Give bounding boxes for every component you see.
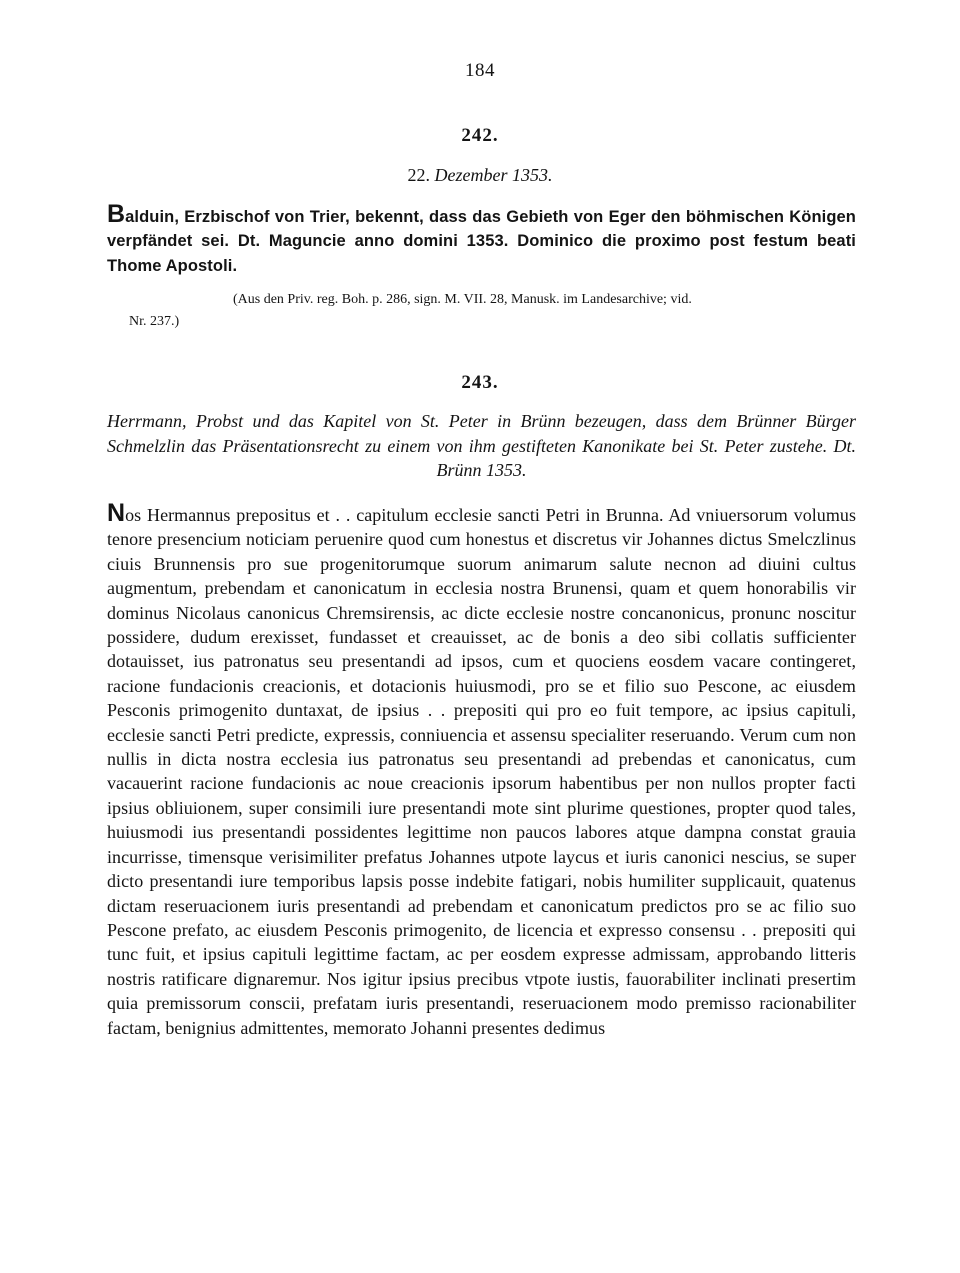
initial-letter: N [107, 499, 126, 527]
body-text: alduin, Erzbischof von Trier, bekennt, dass das Gebieth von Eger den böhmischen Königen verpfändet sei. Dt. Maguncie anno domini 1353. Dominico die proximo post festum beati Thome Apostoli. [107, 208, 856, 275]
document-number-243: 243. [461, 372, 499, 393]
document-body-242 [107, 200, 856, 278]
body-text: os Hermannus prepositus et . . capitulum ecclesie sancti Petri in Brunna. Ad vniuersorum volumus tenore presencium noticiam peruenire quod cum honestus et discretus vir Johannes dictus Smelczlinus ciuis Brunnensis pro sue progenitorumque suorum animarum salute necnon ad diuini cultus augmentum, prebendam et canonicatum in ecclesia nostra Brunensi, quam et quem honorabilis vir dominus Nicolaus canonicus Chremsirensis, ac dicte ecclesie nostre concanonicus, pronunc noscitur possidere, dudum erexisset, fundasset et creauisset, ac de bonis a deo sibi collatis sufficienter dotauisset, ius patronatus seu presentandi ad ipsos, cum et quociens eosdem vacare contingeret, racione fundacionis creacionis, et dotacionis huiusmodi, pro se et filio suo Pescone, ac eiusdem Pesconis primogenito duntaxat, de ipsius . . prepositi qui pro eo fuit tempore, ac ipsius capituli, ecclesie sancti Petri predicte, expressis, conniuencia et assensu specialiter reseruando. Verum cum non nullis in dicta nostra ecclesia ius patronatus seu presentandi ad prebendas et canonicatus, cum vacauerint racione fundacionis ac noue creacionis ipsorum habentibus per non nullos propter facti ipsius obliuionem, super consimili iure presentandi mote sint plurime questiones, propter quod tales, huiusmodi ius presentandi possidentes legittime non paucos labores atque dampna constat grauia incurrisse, timensque verisimiliter prefatus Johannes utpote laycus et iuris canonici nescius, se super dicto presentandi iure temporibus lapsis posse indebite fatigari, nobis humiliter supplicauit, quatenus dictam reseruacionem iuris presentandi ad prebendam et canonicatum predictos pro se ac filio suo Pescone prefato, ac eiusdem Pesconis primogenito, de licencia et expresso consensu . . prepositi qui tunc fuit, et ipsius capituli legittime factam, ac per eosdem expresse admissam, approbando litteris nostris ratificare dignaremur. Nos igitur ipsius precibus vtpote iustis, fauorabiliter inclinati presertim quia premissorum conscii, prefatam iuris presentandi, reseruacionem modo premisso racionabiliter factam, benignius admittentes, memorato Johanni presentes dedimus [107, 505, 856, 1038]
document-date-242 [0, 165, 960, 186]
date-year: 1353. [511, 165, 553, 185]
source-note-line-2: Nr. 237.) [129, 314, 180, 329]
date-month: Dezember [434, 165, 508, 185]
document-summary-243: Herrmann, Probst und das Kapitel von St. Peter in Brünn bezeugen, dass dem Brünner Bürger Schmelzlin das Präsentationsrecht zu einem von ihm gestifteten Kanonikate bei St. Peter zustehe. Dt. Brünn 1353. [107, 411, 856, 480]
source-note-line-1: (Aus den Priv. reg. Boh. p. 286, sign. M. VII. 28, Manusk. im Landesarchive; vid. [233, 292, 692, 307]
initial-letter: B [107, 200, 126, 228]
document-body-243 [107, 499, 856, 1040]
source-note-242 [107, 289, 856, 333]
date-day: 22. [407, 165, 430, 185]
document-number-242: 242. [461, 125, 499, 146]
page-number: 184 [465, 60, 495, 81]
